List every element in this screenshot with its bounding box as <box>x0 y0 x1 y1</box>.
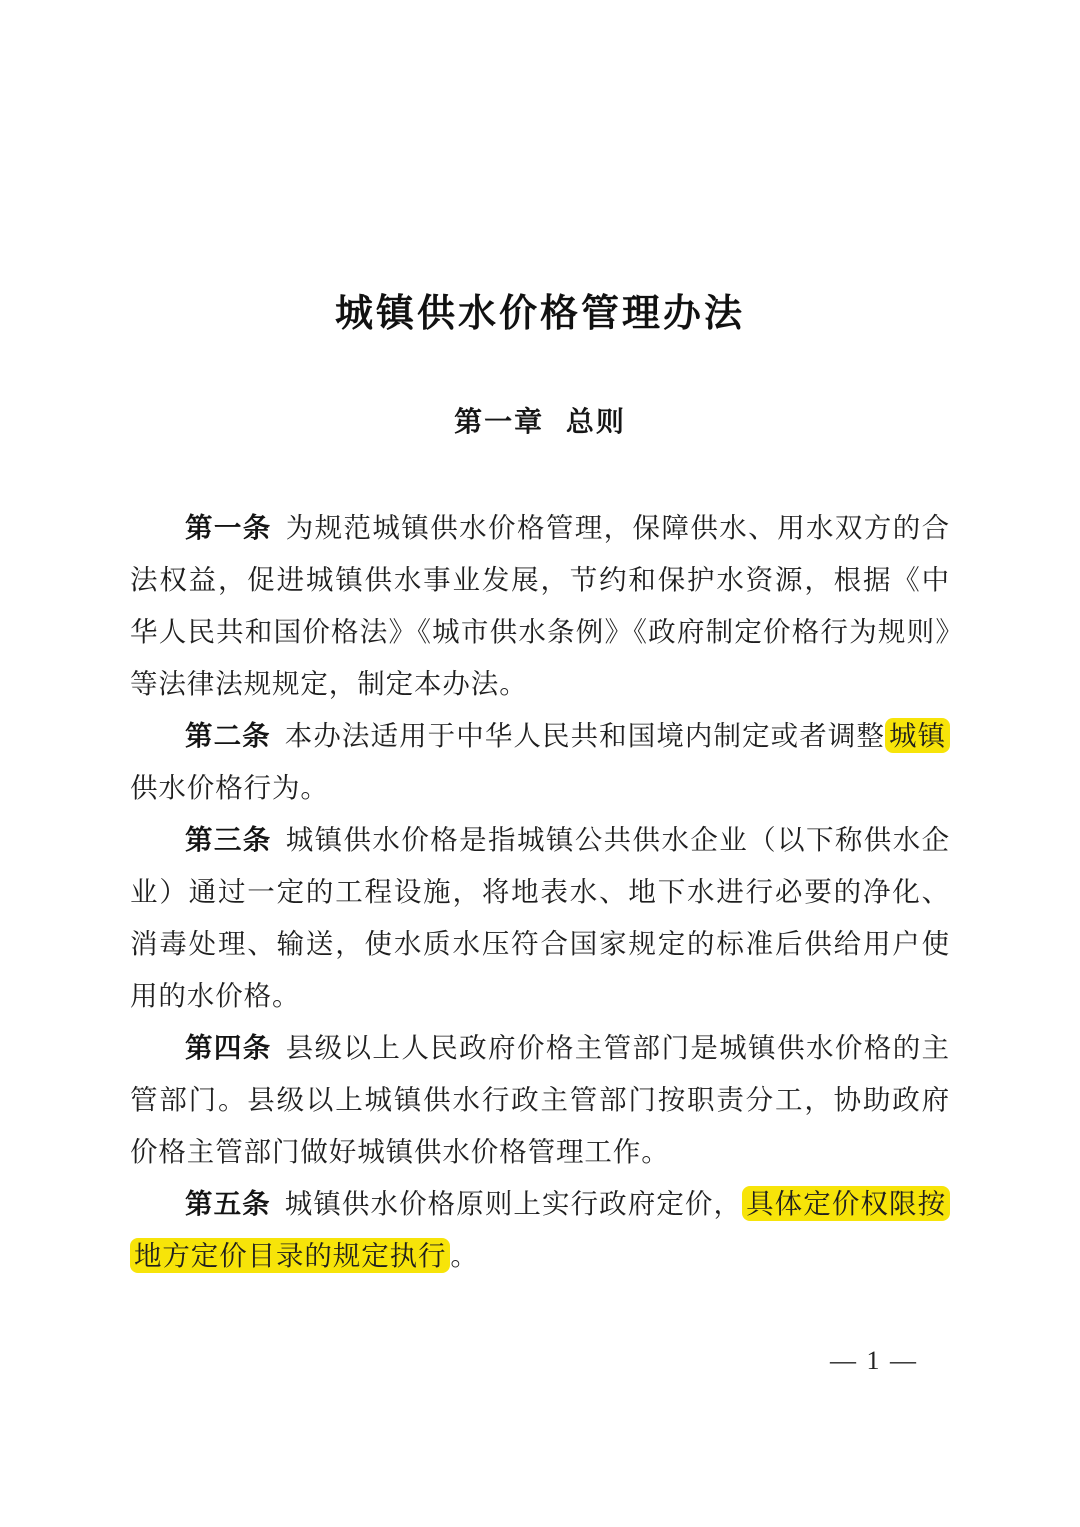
article-list <box>130 502 950 1282</box>
page-number: — 1 — <box>830 1346 918 1375</box>
highlighted-text: 具体定价权限按地方定价目录的规定执行 <box>130 1186 950 1273</box>
article-paragraph <box>130 1178 950 1282</box>
article-label: 第三条 <box>185 824 272 855</box>
document-title: 城镇供水价格管理办法 <box>334 293 745 335</box>
text-segment: 为规范城镇供水价格管理，保障供水、用水双方的合法权益，促进城镇供水事业发展，节约和保护水资源，根据《中华人民共和国价格法》《城市供水条例》《政府制定价格行为规则》等法律法规规定，制定本办法。 <box>130 512 950 699</box>
article-label: 第四条 <box>185 1032 272 1063</box>
article-paragraph <box>130 1022 950 1178</box>
highlighted-text: 城镇 <box>885 718 950 753</box>
text-segment: 供水价格行为。 <box>130 772 329 803</box>
article-label: 第五条 <box>185 1188 271 1219</box>
article-label: 第二条 <box>185 720 271 751</box>
text-segment: 县级以上人民政府价格主管部门是城镇供水价格的主管部门。县级以上城镇供水行政主管部门按职责分工，协助政府价格主管部门做好城镇供水价格管理工作。 <box>130 1032 950 1167</box>
article-paragraph <box>130 710 950 814</box>
text-segment: 城镇供水价格是指城镇公共供水企业（以下称供水企业）通过一定的工程设施，将地表水、地下水进行必要的净化、消毒处理、输送，使水质水压符合国家规定的标准后供给用户使用的水价格。 <box>130 824 950 1011</box>
text-segment: 。 <box>450 1240 479 1271</box>
text-segment: 本办法适用于中华人民共和国境内制定或者调整 <box>284 720 885 751</box>
article-paragraph <box>130 814 950 1022</box>
text-segment: 城镇供水价格原则上实行政府定价， <box>284 1188 743 1219</box>
article-label: 第一条 <box>185 512 272 543</box>
chapter-heading: 第一章 总则 <box>454 405 626 438</box>
article-paragraph <box>130 502 950 710</box>
